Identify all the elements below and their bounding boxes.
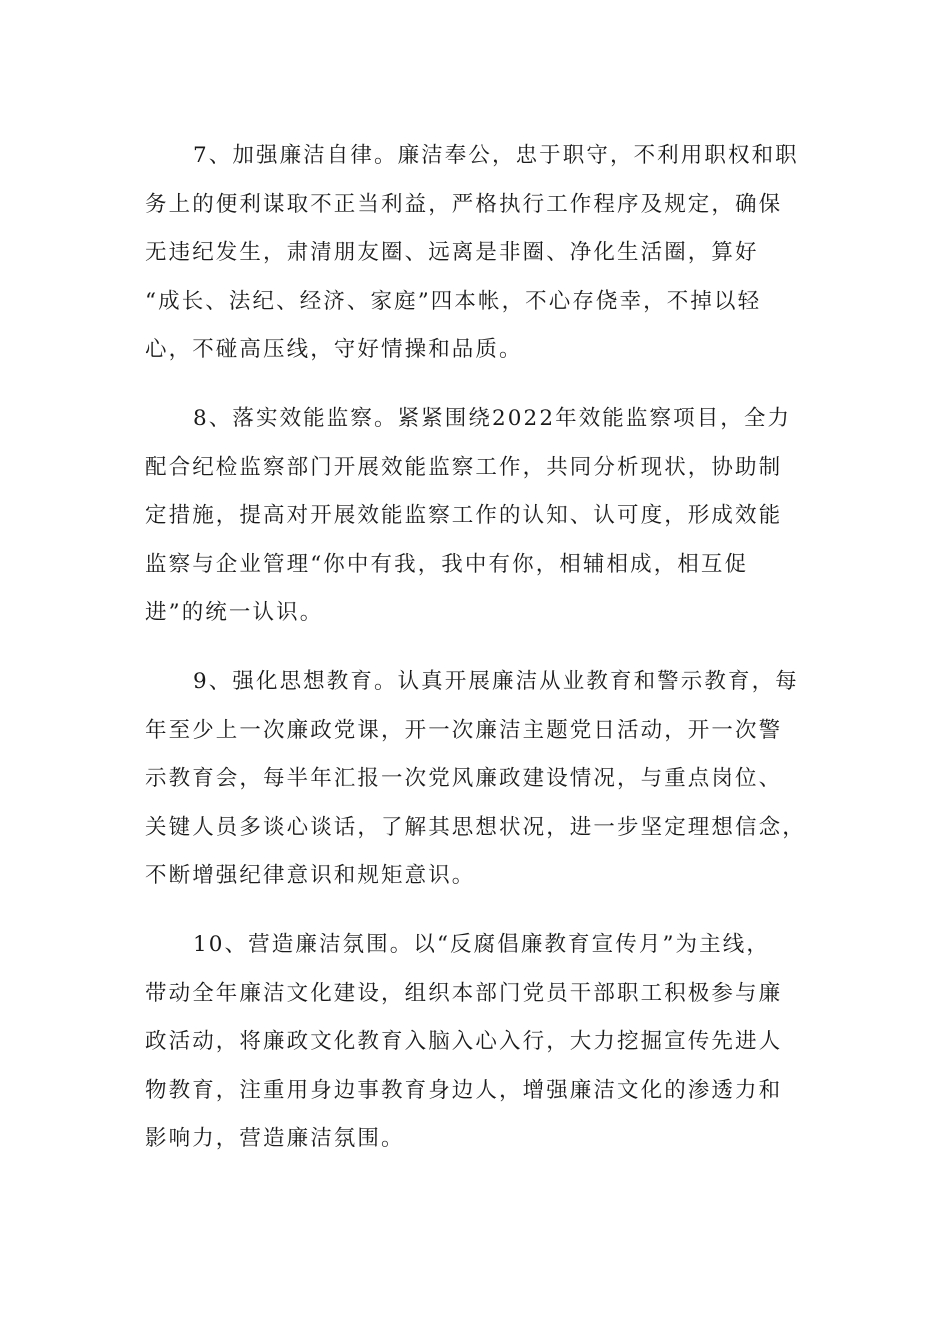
paragraph-line: “成长、法纪、经济、家庭”四本帐，不心存侥幸，不掉以轻: [145, 288, 762, 314]
paragraph-line: 无违纪发生，肃清朋友圈、远离是非圈、净化生活圈，算好: [145, 240, 759, 265]
paragraph-line: 7、加强廉洁自律。廉洁奉公，忠于职守，不利用职权和职: [193, 143, 799, 168]
paragraph-7-strengthen-integrity: [145, 132, 807, 375]
paragraph-line: 定措施，提高对开展效能监察工作的认知、认可度，形成效能: [145, 503, 783, 528]
paragraph-line: 物教育，注重用身边事教育身边人，增强廉洁文化的渗透力和: [145, 1077, 783, 1103]
paragraph-9-ideological-education: [145, 658, 807, 901]
paragraph-line: 8、落实效能监察。紧紧围绕2022年效能监察项目，全力: [193, 406, 792, 431]
paragraph-line: 示教育会，每半年汇报一次党风廉政建设情况，与重点岗位、: [145, 766, 783, 791]
paragraph-line: 10、营造廉洁氛围。以“反腐倡廉教育宣传月”为主线，: [193, 932, 770, 957]
paragraph-line: 进”的统一认识。: [145, 600, 324, 625]
paragraph-line: 年至少上一次廉政党课，开一次廉洁主题党日活动，开一次警: [145, 717, 783, 743]
paragraph-8-efficiency-supervision: [145, 395, 807, 638]
paragraph-line: 9、强化思想教育。认真开展廉洁从业教育和警示教育，每: [193, 669, 799, 694]
paragraph-line: 心，不碰高压线，守好情操和品质。: [145, 337, 523, 362]
paragraph-line: 关键人员多谈心谈话，了解其思想状况，进一步坚定理想信念，: [145, 814, 806, 840]
paragraph-line: 监察与企业管理“你中有我，我中有你，相辅相成，相互促: [145, 551, 749, 577]
paragraph-line: 政活动，将廉政文化教育入脑入心入行，大力挖掘宣传先进人: [145, 1029, 783, 1054]
paragraph-line: 不断增强纪律意识和规矩意识。: [145, 863, 476, 888]
paragraph-line: 配合纪检监察部门开展效能监察工作，共同分析现状，协助制: [145, 454, 783, 480]
paragraph-line: 影响力，营造廉洁氛围。: [145, 1126, 405, 1151]
paragraph-line: 带动全年廉洁文化建设，组织本部门党员干部职工积极参与廉: [145, 980, 783, 1006]
paragraph-line: 务上的便利谋取不正当利益，严格执行工作程序及规定，确保: [145, 191, 783, 217]
document-body: [145, 132, 807, 1164]
paragraph-10-integrity-atmosphere: [145, 921, 807, 1164]
